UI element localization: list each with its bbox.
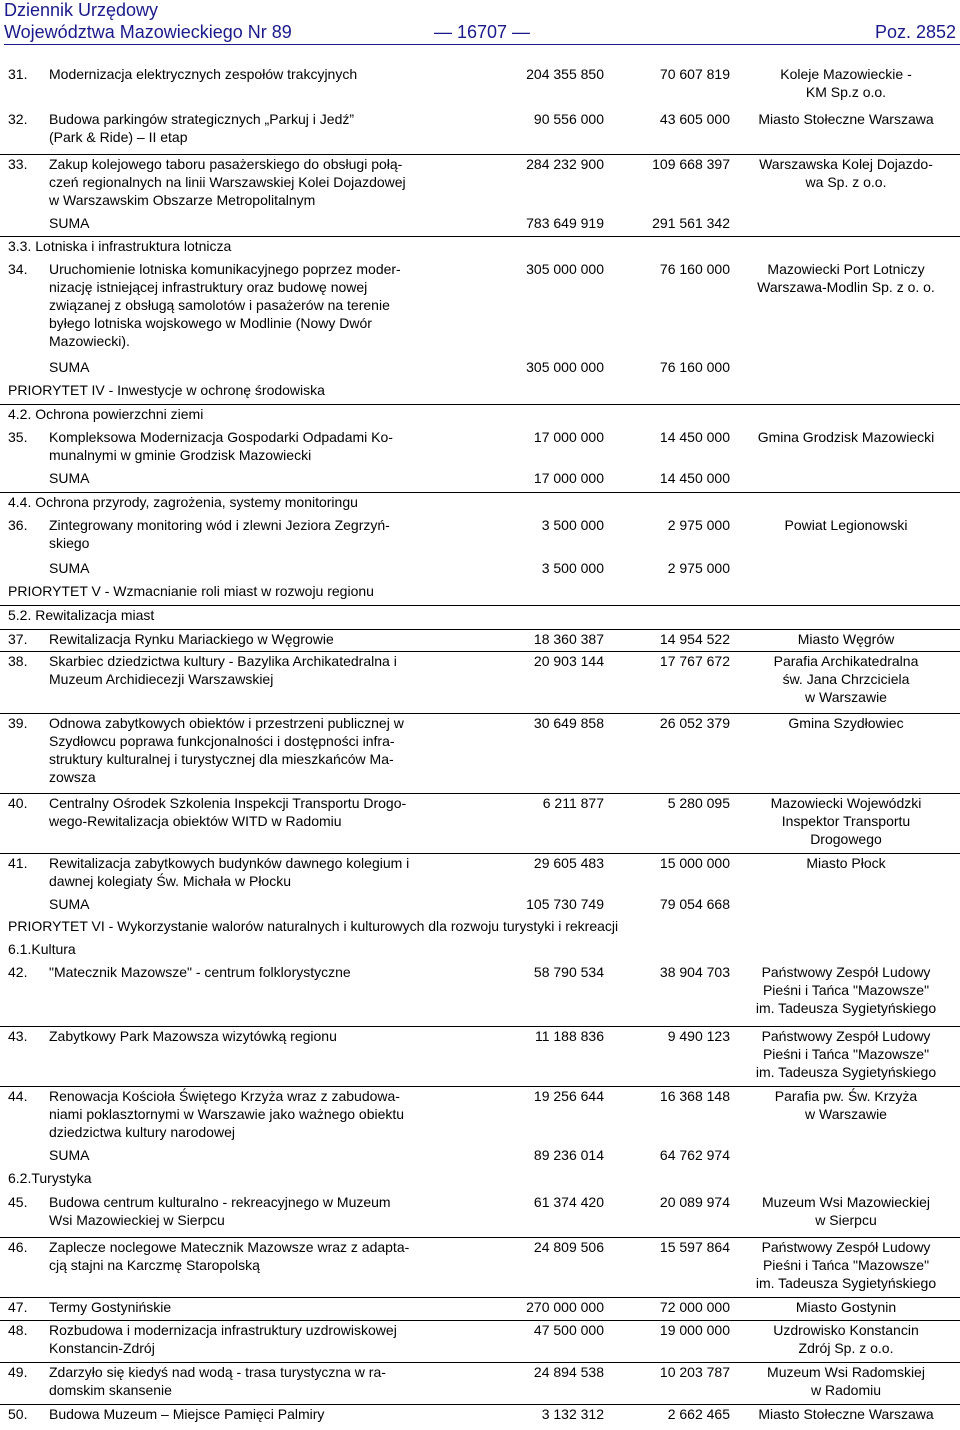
item-title: Zintegrowany monitoring wód i zlewni Jeziora Zegrzyń- skiego <box>49 517 390 551</box>
table-row <box>0 1404 960 1430</box>
table-row <box>0 963 960 1026</box>
section-heading <box>0 404 960 429</box>
eu-cofinancing: 10 203 787 <box>659 1364 730 1380</box>
journal-title: Dziennik Urzędowy <box>4 0 159 20</box>
sum-row <box>0 358 960 381</box>
item-number: 49. <box>8 1364 28 1380</box>
beneficiary: Miasto Węgrów <box>797 631 895 647</box>
sum-row <box>0 1146 960 1169</box>
eu-cofinancing: 14 450 000 <box>659 429 730 445</box>
total-value: 18 360 387 <box>533 631 604 647</box>
eu-cofinancing: 14 954 522 <box>659 631 730 647</box>
item-number: 37. <box>8 631 28 647</box>
table-row <box>0 629 960 652</box>
total-value: 90 556 000 <box>533 111 604 127</box>
item-title: Odnowa zabytkowych obiektów i przestrzeni publicznej w Szydłowcu poprawa funkcjonalności i dostępności infra- struktury kulturalnej i turystycznej dla mieszkańców Ma- zowsza <box>49 715 404 785</box>
total-value: 6 211 877 <box>542 795 604 811</box>
item-title: SUMA <box>49 470 90 486</box>
eu-cofinancing: 9 490 123 <box>667 1028 730 1044</box>
beneficiary: Państwowy Zespół Ludowy Pieśni i Tańca "Mazowsze" im. Tadeusza Sygietyńskiego <box>755 1028 937 1080</box>
table-row <box>0 260 960 358</box>
total-value: 30 649 858 <box>533 715 604 731</box>
section-heading <box>0 605 960 630</box>
total-value: 270 000 000 <box>526 1299 604 1315</box>
total-value: 29 605 483 <box>533 855 604 871</box>
item-number: 44. <box>8 1088 28 1104</box>
item-number: 32. <box>8 111 28 127</box>
table-row <box>0 793 960 854</box>
item-title: Uruchomienie lotniska komunikacyjnego poprzez moder- nizację istniejącej infrastruktury oraz budowę nowej związanej z obsługą samolotów i pasażerów na terenie byłego lotniska wojskowego w Modlinie (Nowy Dwór Mazowiecki). <box>49 261 401 349</box>
table-row <box>0 1297 960 1321</box>
total-value: 24 894 538 <box>533 1364 604 1380</box>
table-row <box>0 428 960 469</box>
section-title: 6.2.Turystyka <box>8 1170 92 1186</box>
beneficiary: Miasto Płock <box>806 855 886 871</box>
section-title: PRIORYTET V - Wzmacnianie roli miast w rozwoju regionu <box>8 583 374 599</box>
table-row <box>0 110 960 154</box>
eu-cofinancing: 79 054 668 <box>659 896 730 912</box>
beneficiary: Miasto Stołeczne Warszawa <box>758 111 934 127</box>
section-heading <box>0 236 960 261</box>
eu-cofinancing: 38 904 703 <box>659 964 730 980</box>
eu-cofinancing: 70 607 819 <box>659 66 730 82</box>
total-value: 204 355 850 <box>526 66 604 82</box>
table-row <box>0 651 960 714</box>
beneficiary: Mazowiecki Port Lotniczy Warszawa-Modlin Sp. z o. o. <box>757 261 935 295</box>
section-heading <box>0 1169 960 1193</box>
item-title: Termy Gostynińskie <box>49 1299 172 1315</box>
section-heading <box>0 917 960 940</box>
total-value: 305 000 000 <box>526 359 604 375</box>
item-title: Budowa Muzeum – Miejsce Pamięci Palmiry <box>49 1406 325 1422</box>
table-row <box>0 65 960 109</box>
item-title: Renowacja Kościoła Świętego Krzyża wraz z zabudowa- niami poklasztornymi w Warszawie jako ważnego obiektu dziedzictwa kultury narodowej <box>49 1088 405 1140</box>
voivodeship-issue: Województwa Mazowieckiego Nr 89 <box>4 22 292 42</box>
total-value: 20 903 144 <box>533 653 604 669</box>
table-row <box>0 1237 960 1298</box>
table-row <box>0 516 960 559</box>
position-number: Poz. 2852 <box>874 22 956 42</box>
item-title: SUMA <box>49 1147 90 1163</box>
item-number: 33. <box>8 156 28 172</box>
total-value: 61 374 420 <box>533 1194 604 1210</box>
total-value: 11 188 836 <box>534 1028 604 1044</box>
item-number: 36. <box>8 517 28 533</box>
eu-cofinancing: 2 662 465 <box>667 1406 730 1422</box>
item-title: Zabytkowy Park Mazowsza wizytówką regionu <box>49 1028 337 1044</box>
total-value: 3 500 000 <box>541 517 604 533</box>
section-heading <box>0 492 960 517</box>
item-number: 47. <box>8 1299 28 1315</box>
total-value: 17 000 000 <box>533 429 604 445</box>
item-title: Zaplecze noclegowe Matecznik Mazowsze wraz z adapta- cją stajni na Karczmę Staropolską <box>49 1239 410 1273</box>
total-value: 89 236 014 <box>533 1147 604 1163</box>
item-title: Kompleksowa Modernizacja Gospodarki Odpadami Ko- munalnymi w gminie Grodzisk Mazowiecki <box>49 429 393 463</box>
total-value: 58 790 534 <box>533 964 604 980</box>
beneficiary: Uzdrowisko Konstancin Zdrój Sp. z o.o. <box>773 1322 919 1356</box>
item-number: 40. <box>8 795 28 811</box>
beneficiary: Miasto Stołeczne Warszawa <box>758 1406 934 1422</box>
item-title: SUMA <box>49 359 90 375</box>
eu-cofinancing: 5 280 095 <box>667 795 730 811</box>
item-number: 34. <box>8 261 28 277</box>
section-title: PRIORYTET IV - Inwestycje w ochronę środowiska <box>8 382 325 398</box>
eu-cofinancing: 76 160 000 <box>659 261 730 277</box>
section-title: 6.1.Kultura <box>8 941 76 957</box>
beneficiary: Muzeum Wsi Mazowieckiej w Sierpcu <box>761 1194 931 1228</box>
beneficiary: Muzeum Wsi Radomskiej w Radomiu <box>767 1364 925 1398</box>
total-value: 19 256 644 <box>533 1088 604 1104</box>
section-title: PRIORYTET VI - Wykorzystanie walorów naturalnych i kulturowych dla rozwoju turystyki i rekreacji <box>8 918 619 934</box>
total-value: 3 500 000 <box>541 560 604 576</box>
item-title: Skarbiec dziedzictwa kultury - Bazylika Archikatedralna i Muzeum Archidiecezji Warszawskiej <box>49 653 397 687</box>
item-title: SUMA <box>49 560 90 576</box>
item-title: SUMA <box>49 215 90 231</box>
item-title: "Matecznik Mazowsze" - centrum folklorystyczne <box>49 964 351 980</box>
eu-cofinancing: 2 975 000 <box>667 560 730 576</box>
eu-cofinancing: 20 089 974 <box>659 1194 730 1210</box>
eu-cofinancing: 15 597 864 <box>659 1239 730 1255</box>
beneficiary: Parafia pw. Św. Krzyża w Warszawie <box>774 1088 918 1122</box>
beneficiary: Państwowy Zespół Ludowy Pieśni i Tańca "Mazowsze" im. Tadeusza Sygietyńskiego <box>755 1239 937 1291</box>
item-number: 43. <box>8 1028 28 1044</box>
item-number: 38. <box>8 653 28 669</box>
section-title: 5.2. Rewitalizacja miast <box>8 607 155 623</box>
table-row <box>0 1193 960 1237</box>
item-title: Modernizacja elektrycznych zespołów trakcyjnych <box>49 66 358 82</box>
sum-row <box>0 469 960 492</box>
eu-cofinancing: 43 605 000 <box>659 111 730 127</box>
section-title: 4.4. Ochrona przyrody, zagrożenia, systemy monitoringu <box>8 494 358 510</box>
item-title: Rewitalizacja zabytkowych budynków dawnego kolegium i dawnej kolegiaty Św. Michała w Płocku <box>49 855 410 889</box>
item-number: 39. <box>8 715 28 731</box>
total-value: 305 000 000 <box>526 261 604 277</box>
total-value: 24 809 506 <box>533 1239 604 1255</box>
eu-cofinancing: 109 668 397 <box>652 156 730 172</box>
item-number: 48. <box>8 1322 28 1338</box>
beneficiary: Gmina Grodzisk Mazowiecki <box>757 429 935 445</box>
eu-cofinancing: 26 052 379 <box>659 715 730 731</box>
item-title: SUMA <box>49 896 90 912</box>
total-value: 284 232 900 <box>526 156 604 172</box>
eu-cofinancing: 291 561 342 <box>652 215 730 231</box>
item-title: Zdarzyło się kiedyś nad wodą - trasa turystyczna w ra- domskim skansenie <box>49 1364 386 1398</box>
beneficiary: Parafia Archikatedralna św. Jana Chrzciciela w Warszawie <box>773 653 919 705</box>
eu-cofinancing: 64 762 974 <box>659 1147 730 1163</box>
eu-cofinancing: 19 000 000 <box>659 1322 730 1338</box>
page-number: — 16707 — <box>434 22 531 42</box>
item-number: 50. <box>8 1406 28 1422</box>
section-title: 3.3. Lotniska i infrastruktura lotnicza <box>8 238 232 254</box>
section-heading <box>0 582 960 605</box>
item-title: Centralny Ośrodek Szkolenia Inspekcji Transportu Drogo- wego-Rewitalizacja obiektów WITD w Radomiu <box>49 795 407 829</box>
table-row <box>0 853 960 896</box>
eu-cofinancing: 17 767 672 <box>659 653 730 669</box>
item-number: 31. <box>8 66 28 82</box>
table-row <box>0 1086 960 1147</box>
beneficiary: Miasto Gostynin <box>795 1299 897 1315</box>
total-value: 47 500 000 <box>533 1322 604 1338</box>
item-title: Rozbudowa i modernizacja infrastruktury uzdrowiskowej Konstancin-Zdrój <box>49 1322 397 1356</box>
eu-cofinancing: 14 450 000 <box>659 470 730 486</box>
total-value: 105 730 749 <box>526 896 604 912</box>
table-row <box>0 154 960 215</box>
item-number: 46. <box>8 1239 28 1255</box>
table-row <box>0 1320 960 1363</box>
item-title: Rewitalizacja Rynku Mariackiego w Węgrowie <box>49 631 334 647</box>
beneficiary: Powiat Legionowski <box>784 517 908 533</box>
beneficiary: Koleje Mazowieckie - KM Sp.z o.o. <box>780 66 912 100</box>
beneficiary: Gmina Szydłowiec <box>788 715 904 731</box>
table-row <box>0 713 960 794</box>
item-number: 41. <box>8 855 28 871</box>
total-value: 783 649 919 <box>526 215 604 231</box>
table-row <box>0 1362 960 1405</box>
eu-cofinancing: 15 000 000 <box>659 855 730 871</box>
section-heading <box>0 940 960 963</box>
sum-row <box>0 214 960 236</box>
eu-cofinancing: 2 975 000 <box>667 517 730 533</box>
sum-row <box>0 559 960 582</box>
sum-row <box>0 895 960 917</box>
item-title: Budowa parkingów strategicznych „Parkuj i Jedź” (Park & Ride) – II etap <box>49 111 355 145</box>
eu-cofinancing: 76 160 000 <box>659 359 730 375</box>
total-value: 17 000 000 <box>533 470 604 486</box>
item-title: Zakup kolejowego taboru pasażerskiego do obsługi połą- czeń regionalnych na linii Warszawskiej Kolei Dojazdowej w Warszawskim Obszarze Metropolitalnym <box>49 156 406 208</box>
item-number: 35. <box>8 429 28 445</box>
beneficiary: Państwowy Zespół Ludowy Pieśni i Tańca "Mazowsze" im. Tadeusza Sygietyńskiego <box>755 964 937 1016</box>
eu-cofinancing: 16 368 148 <box>659 1088 730 1104</box>
item-number: 45. <box>8 1194 28 1210</box>
item-title: Budowa centrum kulturalno - rekreacyjnego w Muzeum Wsi Mazowieckiej w Sierpcu <box>49 1194 391 1228</box>
table-row <box>0 1026 960 1087</box>
item-number: 42. <box>8 964 28 980</box>
section-title: 4.2. Ochrona powierzchni ziemi <box>8 406 204 422</box>
beneficiary: Mazowiecki Wojewódzki Inspektor Transportu Drogowego <box>770 795 922 847</box>
beneficiary: Warszawska Kolej Dojazdo- wa Sp. z o.o. <box>759 156 933 190</box>
eu-cofinancing: 72 000 000 <box>659 1299 730 1315</box>
section-heading <box>0 381 960 404</box>
total-value: 3 132 312 <box>541 1406 604 1422</box>
